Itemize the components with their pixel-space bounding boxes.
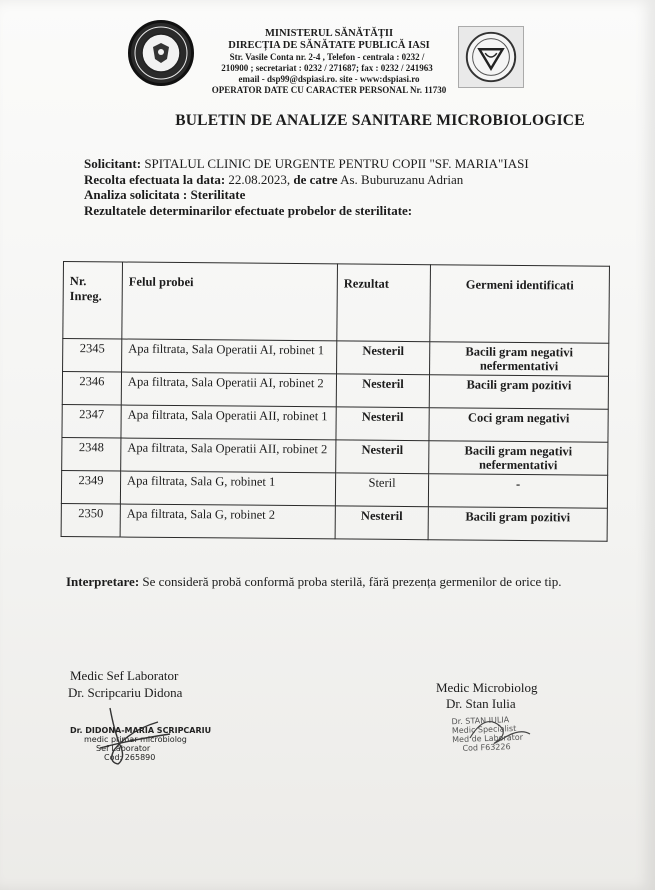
table-row [61,470,607,508]
cell-felul: Apa filtrata, Sala Operatii AII, robinet 1 [121,405,336,440]
cell-germeni: - [428,474,607,509]
solicitant-value: SPITALUL CLINIC DE URGENTE PENTRU COPII "SF. MARIA"IASI [144,156,529,171]
cell-germeni: Coci gram negativi [429,408,608,443]
cell-germeni: Bacili gram pozitivi [429,375,608,410]
cell-rezultat: Nesteril [336,440,429,474]
table-row [63,339,609,377]
solicitant-label: Solicitant: [84,156,142,171]
solicitant-line [84,156,529,172]
cell-felul: Apa filtrata, Sala Operatii AII, robinet 2 [121,438,336,473]
cell-nr: 2350 [61,503,120,537]
recolta-label: Recolta efectuata la data: [84,172,226,187]
cell-nr: 2347 [62,404,121,438]
left-stamp-line: medic primar microbiolog [84,735,187,744]
header-operator: OPERATOR DATE CU CARACTER PERSONAL Nr. 11730 [211,85,447,95]
recolta-date: 22.08.2023, [228,172,291,187]
results-table [61,261,610,542]
cell-rezultat: Nesteril [337,341,430,375]
left-stamp-line: Dr. DIDONA-MARIA SCRIPCARIU [70,726,212,735]
recolta-by: As. Buburuzanu Adrian [340,172,464,187]
dsp-logo-icon [458,26,524,88]
recolta-by-label: de catre [293,172,338,187]
left-signature-icon [70,700,180,770]
cell-felul: Apa filtrata, Sala Operatii AI, robinet 1 [122,339,337,374]
header-email: email - dsp99@dspiasi.ro. site - www:dspiasi.ro [238,74,420,84]
table-row [62,404,608,442]
cell-rezultat: Steril [335,473,428,507]
header-ministry: MINISTERUL SĂNĂTĂȚII [264,28,394,39]
rezultate-label: Rezultatele determinarilor efectuate probelor de sterilitate: [84,203,413,218]
header-address: Str. Vasile Conta nr. 2-4 , Telefon - centrala : 0232 / [229,52,425,62]
interpretation [66,573,596,590]
header-nr: Nr. Inreg. [63,262,123,340]
header-germeni: Germeni identificati [430,265,610,344]
analiza-value: Sterilitate [190,187,246,202]
cell-felul: Apa filtrata, Sala G, robinet 1 [120,471,335,506]
cell-nr: 2346 [62,372,121,406]
cell-germeni: Bacili gram negativi nefermentativi [429,441,608,476]
analiza-label: Analiza solicitata : [84,187,188,202]
header-directorate: DIRECȚIA DE SĂNĂTATE PUBLICĂ IASI [228,40,430,51]
cell-germeni: Bacili gram negativi nefermentativi [430,342,609,377]
cell-nr: 2345 [63,339,122,373]
left-signer-title: Medic Sef Laborator [70,668,179,683]
table-header-row [63,262,610,344]
right-stamp-line: Medic Specialist [451,723,517,736]
cell-felul: Apa filtrata, Sala Operatii AI, robinet 2 [121,372,336,407]
header-rezultat: Rezultat [337,264,431,342]
cell-rezultat: Nesteril [336,374,429,408]
interpretation-text: Se consideră probă conformă proba sterilă, fără prezența germenilor de orice tip. [142,574,562,589]
cell-rezultat: Nesteril [336,407,429,441]
cell-germeni: Bacili gram pozitivi [428,507,607,542]
rezultate-line [84,203,412,219]
analiza-line [84,187,245,203]
header-phones: 210900 ; secretariat : 0232 / 271687; fax : 0232 / 241963 [221,63,433,73]
right-stamp-line: Med de Laborator [452,732,524,745]
government-seal-icon [128,20,194,86]
left-stamp-line: Cod: 265890 [104,753,156,762]
recolta-line [84,172,463,188]
right-signature-icon [460,708,540,754]
left-stamp-line: Sef Laborator [96,744,151,753]
right-signer-title: Medic Microbiolog [436,680,538,695]
right-stamp-line: Cod F63226 [462,742,511,753]
cell-felul: Apa filtrata, Sala G, robinet 2 [120,504,335,539]
right-stamp-line: Dr. STAN IULIA [451,715,510,727]
interpretation-label: Interpretare: [66,574,140,589]
cell-rezultat: Nesteril [335,506,428,540]
table-row [62,437,608,475]
left-signer-name: Dr. Scripcariu Didona [68,685,183,700]
document-title: BULETIN DE ANALIZE SANITARE MICROBIOLOGICE [175,112,585,129]
table-row [61,503,607,541]
cell-nr: 2348 [62,437,121,471]
header-felul: Felul probei [122,262,338,341]
table-row [62,372,608,410]
right-signer-name: Dr. Stan Iulia [446,696,516,711]
cell-nr: 2349 [61,470,120,504]
